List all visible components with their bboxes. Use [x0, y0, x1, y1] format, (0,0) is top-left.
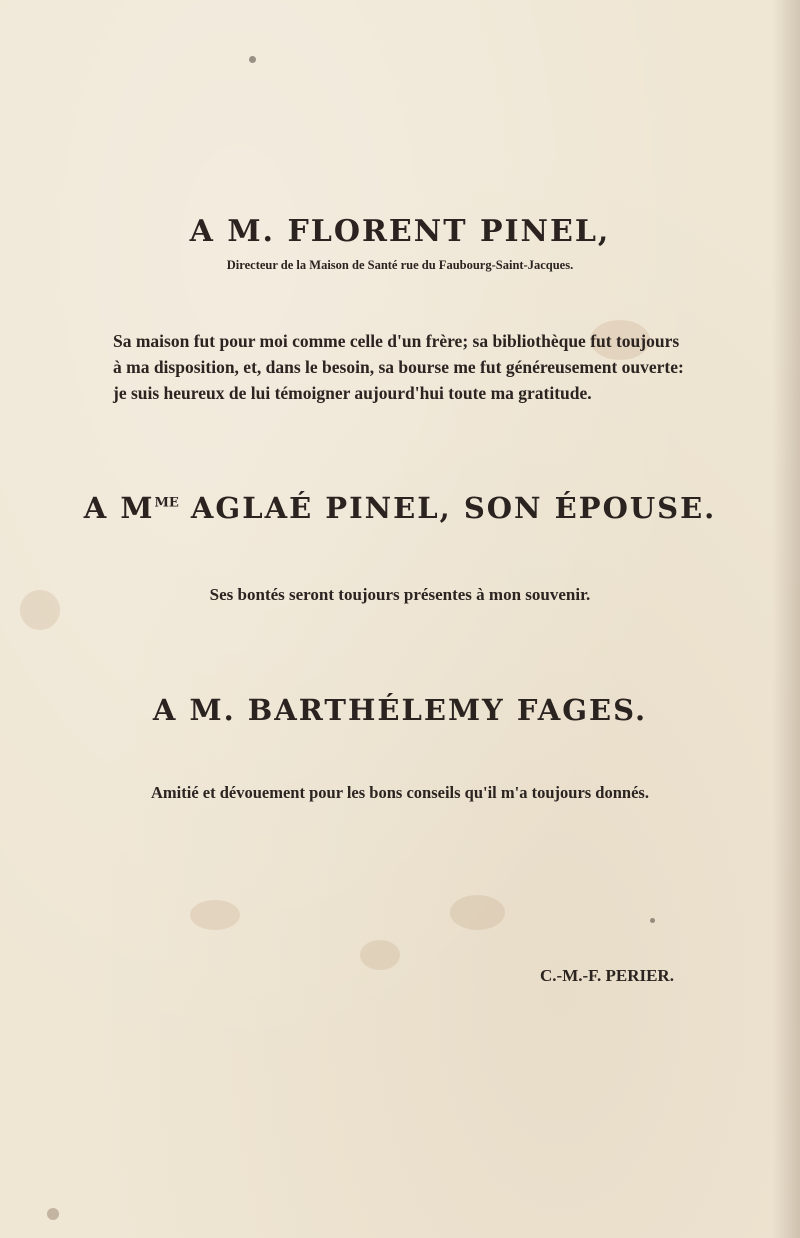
dedication-2-text: Ses bontés seront toujours présentes à mon souvenir. — [209, 585, 591, 604]
dedication-2-heading-superscript: ME — [154, 495, 179, 511]
paper-stain — [190, 900, 240, 930]
dedication-2-heading-rest: AGLAÉ PINEL, SON ÉPOUSE. — [178, 491, 717, 525]
dedication-3-heading: A M. BARTHÉLEMY FAGES. — [152, 693, 648, 727]
dedication-2-heading-prefix: A M — [83, 491, 155, 525]
paper-stain — [360, 940, 400, 970]
ink-spot — [650, 918, 655, 923]
author-signature: C.-M.-F. PERIER. — [540, 966, 674, 985]
dedication-1-heading: A M. FLORENT PINEL, — [189, 214, 611, 249]
dedication-1-paragraph — [113, 328, 763, 406]
ink-spot — [47, 1208, 59, 1220]
ink-spot — [249, 56, 256, 63]
paragraph-line: à ma disposition, et, dans le besoin, sa bourse me fut généreusement ouverte: — [113, 357, 684, 377]
paragraph-line: Sa maison fut pour moi comme celle d'un frère; sa bibliothèque fut toujours — [113, 331, 680, 351]
dedication-3-text: Amitié et dévouement pour les bons conseils qu'il m'a toujours donnés. — [151, 783, 649, 802]
paper-stain — [450, 895, 505, 930]
page-edge-shadow — [772, 0, 800, 1238]
dedication-2-heading — [0, 491, 800, 525]
dedication-1-subtitle: Directeur de la Maison de Santé rue du Faubourg-Saint-Jacques. — [226, 258, 574, 272]
paragraph-line: je suis heureux de lui témoigner aujourd'hui toute ma gratitude. — [113, 383, 592, 403]
